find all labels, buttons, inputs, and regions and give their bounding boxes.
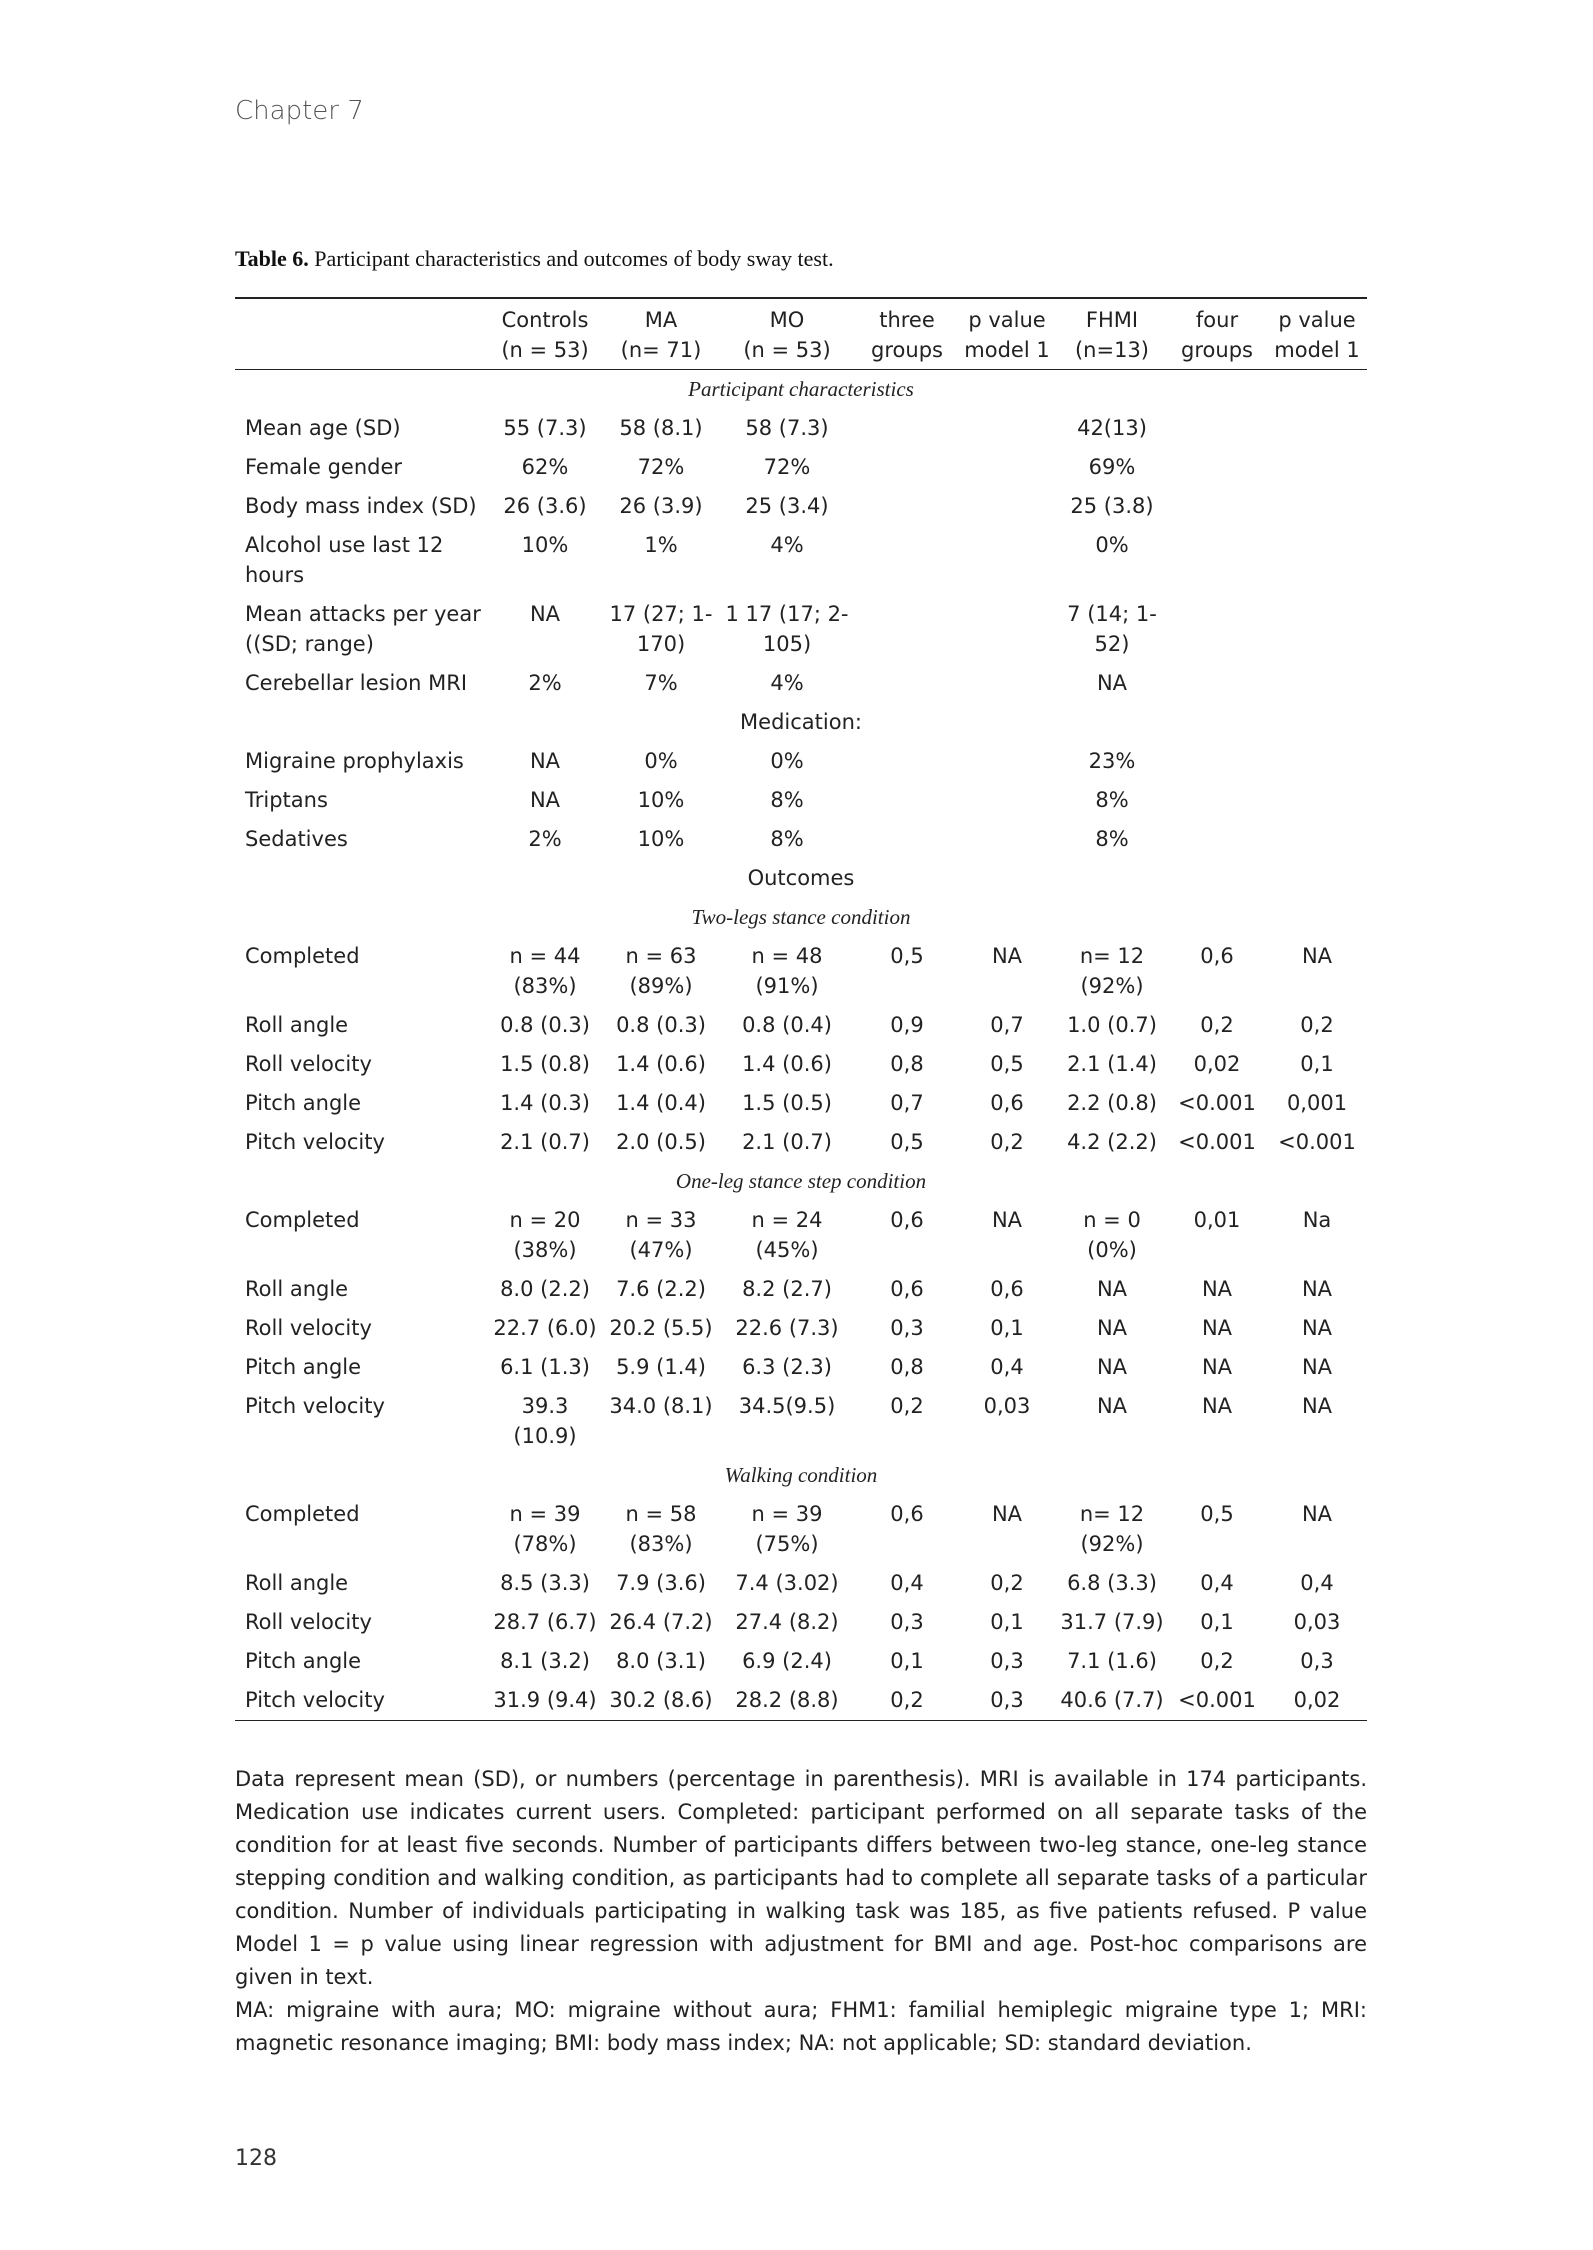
table-cell: 0,03: [983, 1394, 1031, 1418]
table-cell: [1267, 820, 1367, 859]
table-cell: 4%: [770, 671, 804, 695]
row-label: Roll velocity: [245, 1316, 372, 1340]
table-cell: 0,5: [890, 944, 924, 968]
table-cell: [857, 487, 957, 526]
table-row: [235, 595, 1367, 664]
table-cell: NA: [1301, 1316, 1333, 1340]
column-header-line2: groups: [871, 338, 943, 362]
table-row: [235, 1309, 1367, 1348]
table-row: [235, 1270, 1367, 1309]
table-cell: 0.8 (0.4): [742, 1013, 832, 1037]
table-cell: NA: [1201, 1355, 1233, 1379]
row-label: Pitch angle: [245, 1649, 362, 1673]
column-header: [1167, 298, 1267, 370]
table-cell: 26 (3.6): [503, 494, 587, 518]
column-header: [235, 298, 485, 370]
table-cell: n = 20 (38%): [509, 1208, 581, 1262]
table-cell: 0,02: [1267, 1681, 1367, 1721]
table-cell: 0,1: [1300, 1052, 1334, 1076]
table-cell: [1267, 781, 1367, 820]
table-cell: 0%: [1095, 533, 1129, 557]
table-cell: 34.5(9.5): [738, 1394, 836, 1418]
table-cell: 0,4: [890, 1571, 924, 1595]
table-row: [235, 487, 1367, 526]
table-cell: 31.9 (9.4): [485, 1681, 605, 1721]
table-cell: [1167, 595, 1267, 664]
table-cell: [957, 781, 1057, 820]
table-row: [235, 526, 1367, 595]
table-cell: n = 24 (45%): [751, 1208, 823, 1262]
table-row: [235, 1201, 1367, 1270]
table-cell: NA: [1096, 1316, 1128, 1340]
table-row: [235, 409, 1367, 448]
table-cell: [957, 526, 1057, 595]
table-cell: 25 (3.4): [745, 494, 829, 518]
table-cell: NA: [529, 788, 561, 812]
table-cell: 6.8 (3.3): [1067, 1571, 1157, 1595]
table-cell: 0%: [770, 749, 804, 773]
table-cell: 0,7: [890, 1091, 924, 1115]
table-cell: 23%: [1088, 749, 1136, 773]
table-cell: 7.6 (2.2): [616, 1277, 706, 1301]
table-cell: [1167, 409, 1267, 448]
column-header-line2: (n=13): [1074, 338, 1149, 362]
row-label: Roll velocity: [245, 1052, 372, 1076]
table-caption: [235, 246, 834, 272]
table-cell: n = 58 (83%): [625, 1502, 697, 1556]
table-cell: n = 48 (91%): [751, 944, 823, 998]
table-cell: NA: [529, 749, 561, 773]
section-heading: Two-legs stance condition: [691, 905, 911, 929]
table-cell: 0,2: [890, 1394, 924, 1418]
table-cell: NA: [1096, 671, 1128, 695]
table-cell: 72%: [637, 455, 685, 479]
table-cell: 0,6: [990, 1091, 1024, 1115]
table-cell: 58 (7.3): [745, 416, 829, 440]
column-header-line2: model 1: [964, 338, 1050, 362]
table-cell: 0,3: [890, 1316, 924, 1340]
table-cell: n= 12 (92%): [1079, 944, 1145, 998]
column-header-line2: (n = 53): [743, 338, 831, 362]
table-cell: [957, 742, 1057, 781]
table-cell: 0,02: [1193, 1052, 1241, 1076]
table-caption-label: Table 6.: [235, 246, 309, 271]
table-row: [235, 1603, 1367, 1642]
table-cell: [1267, 664, 1367, 703]
table-cell: 1 17 (17; 2-105): [725, 602, 849, 656]
table-cell: 0,2: [1200, 1649, 1234, 1673]
table-cell: 0,3: [1300, 1649, 1334, 1673]
table-cell: [957, 448, 1057, 487]
table-cell: [857, 742, 957, 781]
table-cell: [1267, 487, 1367, 526]
table-cell: 0,2: [1200, 1013, 1234, 1037]
table-cell: [857, 409, 957, 448]
table-cell: [1267, 742, 1367, 781]
table-cell: 26.4 (7.2): [609, 1610, 713, 1634]
table-cell: 1.4 (0.4): [616, 1091, 706, 1115]
column-header-line1: p value: [1278, 308, 1356, 332]
table-cell: 8.0 (2.2): [500, 1277, 590, 1301]
table-cell: 1.5 (0.5): [742, 1091, 832, 1115]
table-cell: 0,01: [1193, 1208, 1241, 1232]
column-header-line1: Controls: [501, 308, 589, 332]
table-cell: 2%: [528, 827, 562, 851]
table-cell: 8.0 (3.1): [616, 1649, 706, 1673]
row-label: Completed: [245, 1502, 360, 1526]
table-cell: 0.8 (0.3): [500, 1013, 590, 1037]
row-label: Sedatives: [245, 827, 348, 851]
table-row: [235, 820, 1367, 859]
section-heading: Participant characteristics: [688, 377, 914, 401]
table-cell: 40.6 (7.7): [1057, 1681, 1167, 1721]
table-cell: [857, 526, 957, 595]
table-cell: 17 (27; 1-170): [609, 602, 713, 656]
table-cell: [1167, 820, 1267, 859]
table-cell: 0,7: [990, 1013, 1024, 1037]
page-number: 128: [235, 2146, 277, 2171]
row-label: Cerebellar lesion MRI: [245, 671, 468, 695]
table-cell: 55 (7.3): [503, 416, 587, 440]
table-row: [235, 1348, 1367, 1387]
table-cell: [1267, 595, 1367, 664]
table-row: [235, 1045, 1367, 1084]
table-cell: 0,1: [990, 1610, 1024, 1634]
row-label: Roll angle: [245, 1013, 349, 1037]
table-cell: 0,5: [1200, 1502, 1234, 1526]
table-cell: [1267, 448, 1367, 487]
column-header-line2: model 1: [1274, 338, 1360, 362]
row-label: Migraine prophylaxis: [245, 749, 464, 773]
table-cell: 69%: [1088, 455, 1136, 479]
table-cell: 8.5 (3.3): [500, 1571, 590, 1595]
column-header: [717, 298, 857, 370]
table-cell: 6.9 (2.4): [742, 1649, 832, 1673]
section-row: [235, 859, 1367, 898]
table-body: [235, 370, 1367, 1721]
row-label: Pitch angle: [245, 1091, 362, 1115]
column-header: [957, 298, 1057, 370]
table-cell: 2.2 (0.8): [1067, 1091, 1157, 1115]
table-cell: 1.4 (0.6): [616, 1052, 706, 1076]
table-cell: NA: [1201, 1394, 1233, 1418]
table-cell: NA: [1301, 1394, 1333, 1418]
column-header-line1: three: [879, 308, 935, 332]
table-cell: 0,6: [1200, 944, 1234, 968]
column-header: [1057, 298, 1167, 370]
table-cell: 0,3: [890, 1610, 924, 1634]
footnote-abbreviations: MA: migraine with aura; MO: migraine without aura; FHM1: familial hemiplegic migraine type 1; MRI: magnetic resonance imaging; BMI: body mass index; NA: not applicable; SD: standard deviation.: [235, 1998, 1367, 2055]
table-cell: 0,1: [890, 1649, 924, 1673]
table-cell: [1167, 742, 1267, 781]
table-cell: [1267, 409, 1367, 448]
table-cell: NA: [1096, 1355, 1128, 1379]
table-cell: NA: [991, 1208, 1023, 1232]
table-cell: [957, 820, 1057, 859]
row-label: Triptans: [245, 788, 328, 812]
table-cell: 0%: [644, 749, 678, 773]
table-cell: 1.4 (0.3): [500, 1091, 590, 1115]
column-header-line1: MO: [769, 308, 805, 332]
table-cell: 10%: [521, 533, 569, 557]
column-header: [857, 298, 957, 370]
section-row: [235, 1456, 1367, 1495]
table-cell: 4.2 (2.2): [1067, 1130, 1157, 1154]
row-label: Mean attacks per year ((SD; range): [245, 602, 481, 656]
table-cell: 8.2 (2.7): [742, 1277, 832, 1301]
table-cell: 10%: [637, 788, 685, 812]
table-cell: 8%: [770, 788, 804, 812]
table-cell: 0,3: [957, 1681, 1057, 1721]
table-cell: 72%: [763, 455, 811, 479]
table-cell: [857, 820, 957, 859]
table-cell: 22.7 (6.0): [493, 1316, 597, 1340]
column-header-line2: (n= 71): [620, 338, 702, 362]
table-cell: 0,5: [890, 1130, 924, 1154]
table-cell: [1167, 448, 1267, 487]
table-cell: 30.2 (8.6): [605, 1681, 717, 1721]
table-cell: 62%: [521, 455, 569, 479]
column-header-line1: p value: [968, 308, 1046, 332]
table-cell: [857, 448, 957, 487]
table-cell: 26 (3.9): [619, 494, 703, 518]
table-cell: [1167, 526, 1267, 595]
table-cell: 31.7 (7.9): [1060, 1610, 1164, 1634]
table-cell: 0,2: [990, 1571, 1024, 1595]
table-cell: 2.1 (1.4): [1067, 1052, 1157, 1076]
row-label: Pitch velocity: [245, 1394, 385, 1418]
column-header-line1: MA: [644, 308, 678, 332]
section-heading: Outcomes: [747, 866, 855, 890]
table-cell: [957, 664, 1057, 703]
column-header-line2: groups: [1181, 338, 1253, 362]
row-label: Pitch angle: [245, 1355, 362, 1379]
table-cell: n = 39 (75%): [751, 1502, 823, 1556]
table-cell: 7%: [644, 671, 678, 695]
table-cell: 0,6: [890, 1277, 924, 1301]
table-cell: n = 44 (83%): [509, 944, 581, 998]
column-header-line1: FHMI: [1085, 308, 1139, 332]
section-row: [235, 370, 1367, 410]
column-header-line2: (n = 53): [501, 338, 589, 362]
row-label: Mean age (SD): [245, 416, 401, 440]
table-cell: 0,4: [990, 1355, 1024, 1379]
row-label: Roll angle: [245, 1277, 349, 1301]
table-cell: 0,001: [1286, 1091, 1348, 1115]
table-cell: NA: [1201, 1316, 1233, 1340]
header-row: [235, 298, 1367, 370]
table-cell: 34.0 (8.1): [609, 1394, 713, 1418]
table-caption-text: Participant characteristics and outcomes of body sway test.: [308, 246, 834, 271]
row-label: Pitch velocity: [235, 1681, 485, 1721]
table-cell: 8%: [1095, 827, 1129, 851]
table-row: [235, 937, 1367, 1006]
table-cell: 7.4 (3.02): [735, 1571, 839, 1595]
table-cell: 0,1: [1200, 1610, 1234, 1634]
table-cell: 1.5 (0.8): [500, 1052, 590, 1076]
table-cell: 42(13): [1077, 416, 1147, 440]
table-cell: 2.1 (0.7): [742, 1130, 832, 1154]
table-cell: 5.9 (1.4): [616, 1355, 706, 1379]
table-cell: NA: [1096, 1277, 1128, 1301]
table-cell: 0,4: [1200, 1571, 1234, 1595]
table-cell: 7.1 (1.6): [1067, 1649, 1157, 1673]
table-cell: 0,2: [1300, 1013, 1334, 1037]
participant-table: [235, 297, 1367, 1721]
table-row: [235, 1495, 1367, 1564]
table-row: [235, 1564, 1367, 1603]
section-row: [235, 703, 1367, 742]
table-cell: 22.6 (7.3): [735, 1316, 839, 1340]
table-cell: [857, 595, 957, 664]
table-cell: 0,6: [890, 1208, 924, 1232]
section-heading: Medication:: [740, 710, 862, 734]
table-cell: 2.0 (0.5): [616, 1130, 706, 1154]
chapter-heading: Chapter 7: [235, 96, 364, 126]
table-row: [235, 1681, 1367, 1721]
table-cell: 0,8: [890, 1355, 924, 1379]
table-cell: 0,1: [990, 1316, 1024, 1340]
table-cell: [1167, 781, 1267, 820]
table-cell: 10%: [637, 827, 685, 851]
table-cell: 8%: [1095, 788, 1129, 812]
row-label: Completed: [245, 1208, 360, 1232]
table-cell: 1%: [644, 533, 678, 557]
table-cell: [1167, 487, 1267, 526]
table-cell: <0.001: [1167, 1681, 1267, 1721]
table-cell: 0,6: [890, 1502, 924, 1526]
table-cell: 0,2: [857, 1681, 957, 1721]
table-cell: [1167, 664, 1267, 703]
table-cell: NA: [1301, 1355, 1333, 1379]
table-row: [235, 781, 1367, 820]
table-cell: 28.2 (8.8): [717, 1681, 857, 1721]
table-cell: n = 63 (89%): [625, 944, 697, 998]
row-label: Pitch velocity: [245, 1130, 385, 1154]
section-row: [235, 1162, 1367, 1201]
row-label: Alcohol use last 12 hours: [245, 533, 444, 587]
table-cell: NA: [1201, 1277, 1233, 1301]
table-row: [235, 1084, 1367, 1123]
table-cell: 0,4: [1300, 1571, 1334, 1595]
row-label: Roll velocity: [245, 1610, 372, 1634]
table-cell: 0,5: [990, 1052, 1024, 1076]
table-cell: 0.8 (0.3): [616, 1013, 706, 1037]
column-header-line1: four: [1195, 308, 1239, 332]
table-cell: <0.001: [1178, 1091, 1256, 1115]
table-cell: 2%: [528, 671, 562, 695]
table-cell: 27.4 (8.2): [735, 1610, 839, 1634]
table-cell: 4%: [770, 533, 804, 557]
column-header: [1267, 298, 1367, 370]
table-cell: [857, 664, 957, 703]
table-cell: 0,8: [890, 1052, 924, 1076]
table-cell: 7.9 (3.6): [616, 1571, 706, 1595]
table-cell: <0.001: [1178, 1130, 1256, 1154]
table-cell: n = 0 (0%): [1083, 1208, 1141, 1262]
table-cell: NA: [529, 602, 561, 626]
table-cell: 7 (14; 1-52): [1067, 602, 1157, 656]
table-cell: n= 12 (92%): [1079, 1502, 1145, 1556]
table-cell: 2.1 (0.7): [500, 1130, 590, 1154]
table-cell: n = 33 (47%): [625, 1208, 697, 1262]
table-row: [235, 1006, 1367, 1045]
table-cell: 0,6: [990, 1277, 1024, 1301]
table-cell: NA: [991, 1502, 1023, 1526]
table-cell: 39.3 (10.9): [513, 1394, 577, 1448]
table-cell: <0.001: [1278, 1130, 1356, 1154]
table-cell: [957, 487, 1057, 526]
table-cell: 58 (8.1): [619, 416, 703, 440]
section-heading: Walking condition: [724, 1463, 878, 1487]
table-cell: 8%: [770, 827, 804, 851]
table-cell: NA: [1301, 1502, 1333, 1526]
row-label: Body mass index (SD): [245, 494, 477, 518]
table-row: [235, 742, 1367, 781]
table-cell: 28.7 (6.7): [493, 1610, 597, 1634]
column-header: [605, 298, 717, 370]
table-cell: 6.3 (2.3): [742, 1355, 832, 1379]
table-cell: [857, 781, 957, 820]
column-header: [485, 298, 605, 370]
table-cell: NA: [1301, 1277, 1333, 1301]
table-row: [235, 1642, 1367, 1681]
table-cell: 20.2 (5.5): [609, 1316, 713, 1340]
table-row: [235, 1387, 1367, 1456]
table-cell: n = 39 (78%): [509, 1502, 581, 1556]
table-cell: [957, 409, 1057, 448]
section-row: [235, 898, 1367, 937]
footnote-paragraph: Data represent mean (SD), or numbers (percentage in parenthesis). MRI is available in 174 participants. Medication use indicates current users. Completed: participant performed on all separate tasks of the condition for at least five seconds. Number of participants differs between two-leg stance, one-leg stance stepping condition and walking condition, as participants had to complete all separate tasks of a particular condition. Number of individuals participating in walking task was 185, as five patients refused. P value Model 1 = p value using linear regression with adjustment for BMI and age. Post-hoc comparisons are given in text.: [235, 1767, 1367, 1989]
table-row: [235, 1123, 1367, 1162]
table-cell: NA: [991, 944, 1023, 968]
table-cell: 0,3: [990, 1649, 1024, 1673]
row-label: Roll angle: [245, 1571, 349, 1595]
table-cell: [1267, 526, 1367, 595]
table-cell: [957, 595, 1057, 664]
table-cell: 0,03: [1293, 1610, 1341, 1634]
table-cell: Na: [1302, 1208, 1332, 1232]
table-cell: NA: [1301, 944, 1333, 968]
table-cell: 8.1 (3.2): [500, 1649, 590, 1673]
table-footnote: [235, 1763, 1367, 2060]
table-cell: 25 (3.8): [1070, 494, 1154, 518]
table-cell: 0,9: [890, 1013, 924, 1037]
row-label: Female gender: [245, 455, 403, 479]
row-label: Completed: [245, 944, 360, 968]
table-cell: 1.0 (0.7): [1067, 1013, 1157, 1037]
table-cell: 1.4 (0.6): [742, 1052, 832, 1076]
table-cell: 0,2: [990, 1130, 1024, 1154]
table-row: [235, 664, 1367, 703]
table-row: [235, 448, 1367, 487]
table-cell: NA: [1096, 1394, 1128, 1418]
section-heading: One-leg stance step condition: [675, 1169, 927, 1193]
table-cell: 6.1 (1.3): [500, 1355, 590, 1379]
